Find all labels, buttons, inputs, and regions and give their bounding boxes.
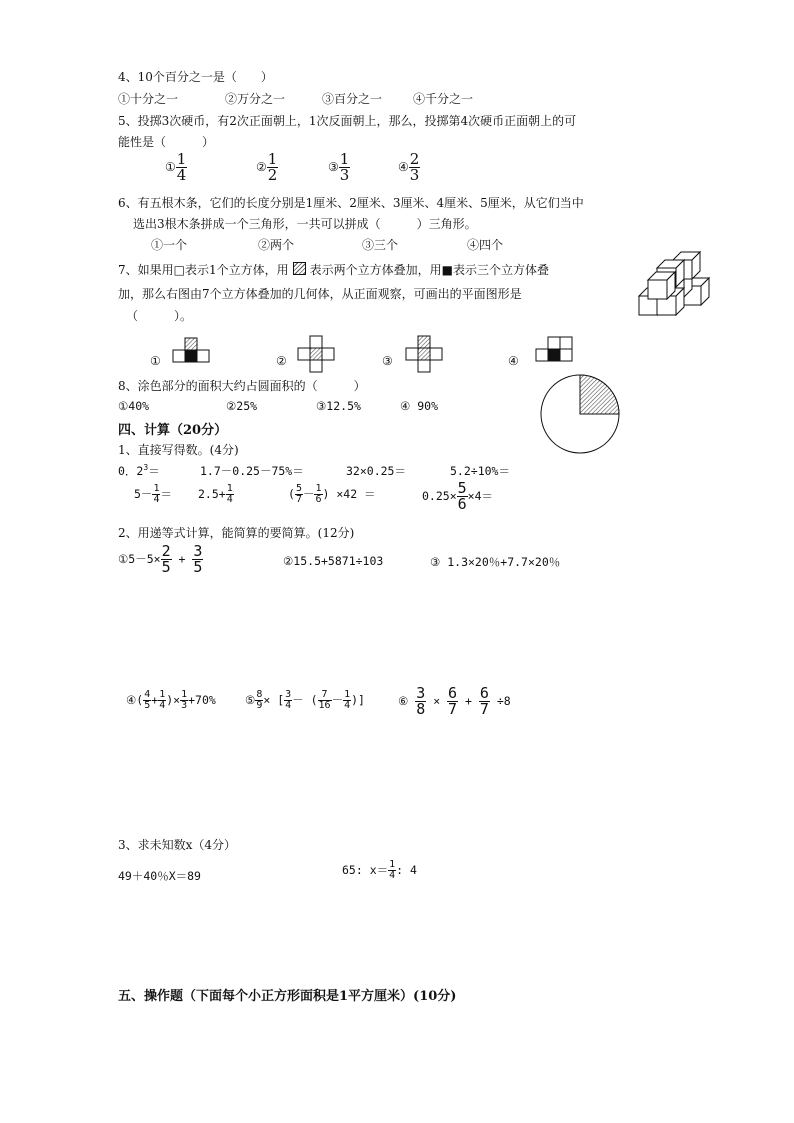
q7-option-3-shape [406,336,446,376]
q5-option-3: ③ $\frac{1}{3}$ [328,150,350,184]
sec4-sub3: 3、求未知数x（4分） [118,838,237,852]
q5-line2: 能性是（ ） [118,135,215,149]
q6-option-2: ②两个 [258,238,295,252]
q6-option-3: ③三个 [362,238,399,252]
q5-option-4: ④ $\frac{2}{3}$ [398,150,420,184]
q7-option-2-shape [298,336,338,376]
expr-4: ④( $\frac{4}{5}$ + $\frac{1}{4}$ )× $\frac{1}{3}$ +70% [126,689,216,711]
equation-1: 49＋40％X＝89 [118,869,201,883]
calc-2a: 5－ $\frac{1}{4}$ ＝ [134,483,172,505]
q4-option-4: ④千分之一 [413,92,474,106]
calc-1c: 32×0.25＝ [346,464,406,478]
expr-2: ②15.5+5871÷103 [283,554,384,568]
q6-line2: 选出3根木条拼成一个三角形，一共可以拼成（ ）三角形。 [133,217,477,231]
q5-option-1: ① $\frac{1}{4}$ [165,150,187,184]
q5-option-2: ② $\frac{1}{2}$ [256,150,278,184]
expr-1: ①5－5× $\frac{2}{5}$ + $\frac{3}{5}$ [118,542,203,576]
q8-option-4: ④ 90% [400,399,439,413]
sec4-sub1: 1、直接写得数。(4分) [118,443,239,457]
calc-2c: ( $\frac{5}{7}$ － $\frac{1}{6}$ ) ×42 ＝ [288,483,376,505]
q6-option-1: ①一个 [151,238,188,252]
q7-option-2-label: ② [276,354,287,368]
calc-1b: 1.7－0.25－75%＝ [200,464,304,478]
q7-option-4-label: ④ [508,354,519,368]
q7-line1: 7、如果用□表示1个立方体，用 表示两个立方体叠加，用■表示三个立方体叠 [118,263,549,277]
calc-2b: 2.5+ $\frac{1}{4}$ [198,483,233,505]
shaded-circle-figure [539,373,621,455]
section-5-title: 五、操作题（下面每个小正方形面积是1平方厘米）(10分) [118,989,457,1004]
q8-option-2: ②25% [226,399,258,413]
q5-line1: 5、投掷3次硬币，有2次正面朝上，1次反面朝上，那么，投掷第4次硬币正面朝上的可 [118,114,577,128]
q6-line1: 6、有五根木条，它们的长度分别是1厘米、2厘米、3厘米、4厘米、5厘米，从它们当中 [118,196,584,210]
cube-stack-figure [633,252,713,318]
q6-option-4: ④四个 [467,238,504,252]
q4-text: 4、10个百分之一是（ ） [118,70,273,84]
q8-text: 8、涂色部分的面积大约占圆面积的（ ） [118,379,366,393]
q7-option-4-shape [536,337,576,363]
q7-option-1-shape [173,338,213,364]
q7-option-3-label: ③ [382,354,393,368]
calc-1d: 5.2÷10%＝ [450,464,510,478]
hatched-square-icon [293,262,306,275]
q8-option-1: ①40% [118,399,150,413]
calc-1a: 0．$2^3=$ [118,463,160,478]
expr-5: ⑤ $\frac{8}{9}$ × [ $\frac{3}{4}$ － ( $\frac{7}{16}$ － $\frac{1}{4}$ )] [245,689,365,711]
q8-option-3: ③12.5% [316,399,361,413]
equation-2: 65: x＝ $\frac{1}{4}$ : 4 [342,859,417,881]
q4-option-1: ①十分之一 [118,92,179,106]
q7-line3: （ ）。 [126,309,193,323]
q4-option-3: ③百分之一 [322,92,383,106]
expr-3: ③ 1.3×20％+7.7×20％ [430,555,561,569]
sec4-sub2: 2、用递等式计算，能简算的要简算。(12分) [118,526,355,540]
expr-6: ⑥ $\frac{3}{8}$ × $\frac{6}{7}$ + $\frac{6}{7}$ ÷8 [398,684,511,718]
q7-line2: 加，那么右图由7个立方体叠加的几何体，从正面观察，可画出的平面图形是 [118,287,522,301]
section-4-title: 四、计算（20分） [118,423,228,438]
q4-option-2: ②万分之一 [225,92,286,106]
calc-2d: 0.25× $\frac{5}{6}$ ×4＝ [422,479,494,513]
q7-option-1-label: ① [150,354,161,368]
